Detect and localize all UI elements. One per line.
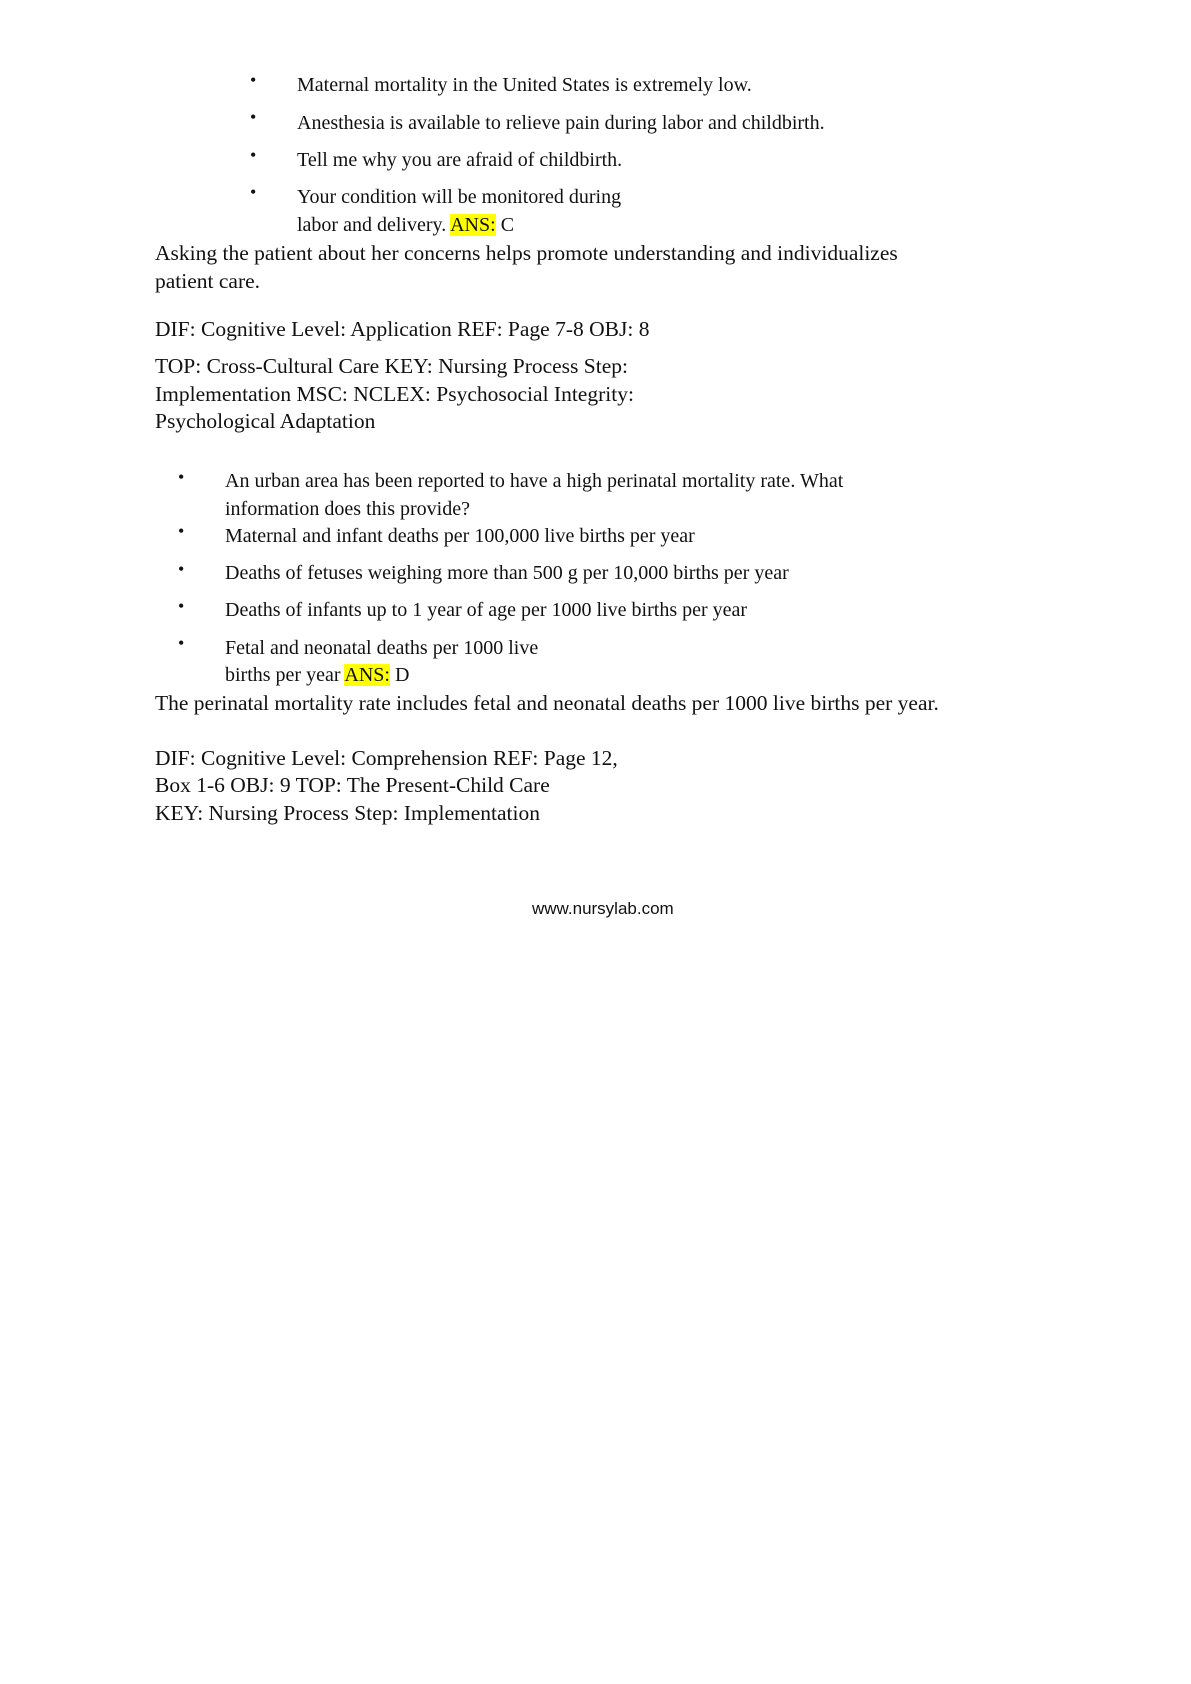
q2-rationale: The perinatal mortality rate includes fetal and neonatal deaths per 1000 live births per year. bbox=[155, 691, 939, 715]
q2-meta-line-2: Box 1-6 OBJ: 9 TOP: The Present-Child Care bbox=[155, 773, 550, 797]
q1-meta-line-1: TOP: Cross-Cultural Care KEY: Nursing Process Step: bbox=[155, 354, 628, 378]
q1-rationale-line-2: patient care. bbox=[155, 269, 261, 293]
q2-option-d-continued: births per year ANS: D bbox=[225, 664, 410, 686]
q1-option-b: Anesthesia is available to relieve pain during labor and childbirth. bbox=[297, 112, 825, 134]
q2-meta-line-3: KEY: Nursing Process Step: Implementation bbox=[155, 801, 540, 825]
q2-option-c: Deaths of infants up to 1 year of age per 1000 live births per year bbox=[225, 599, 748, 621]
answer-value: D bbox=[395, 664, 410, 686]
q1-dif-line: DIF: Cognitive Level: Application REF: Page 7-8 OBJ: 8 bbox=[155, 317, 650, 341]
q1-meta-line-2: Implementation MSC: NCLEX: Psychosocial Integrity: bbox=[155, 382, 634, 406]
q1-option-a: Maternal mortality in the United States is extremely low. bbox=[297, 74, 752, 96]
q1-option-d: Your condition will be monitored during bbox=[297, 186, 622, 208]
bullet: • bbox=[250, 182, 257, 202]
bullet: • bbox=[178, 596, 185, 616]
q2-stem-line-1: An urban area has been reported to have a high perinatal mortality rate. What bbox=[225, 470, 844, 492]
q1-option-c: Tell me why you are afraid of childbirth. bbox=[297, 149, 623, 171]
footer-website: www.nursylab.com bbox=[532, 899, 674, 918]
q2-meta-line-1: DIF: Cognitive Level: Comprehension REF: Page 12, bbox=[155, 746, 618, 770]
q1-rationale-line-1: Asking the patient about her concerns helps promote understanding and individualizes bbox=[155, 241, 898, 265]
answer-highlight: ANS: bbox=[344, 664, 390, 686]
bullet: • bbox=[178, 467, 185, 487]
answer-value: C bbox=[500, 214, 515, 236]
bullet: • bbox=[250, 70, 257, 90]
q2-option-a: Maternal and infant deaths per 100,000 live births per year bbox=[225, 525, 695, 547]
q2-option-b: Deaths of fetuses weighing more than 500 g per 10,000 births per year bbox=[225, 562, 789, 584]
bullet: • bbox=[178, 559, 185, 579]
q2-option-d: Fetal and neonatal deaths per 1000 live bbox=[225, 637, 539, 659]
bullet: • bbox=[250, 145, 257, 165]
q2-stem-line-2: information does this provide? bbox=[225, 498, 470, 520]
bullet: • bbox=[250, 107, 257, 127]
q1-option-d-continued: labor and delivery. ANS: C bbox=[297, 214, 515, 236]
bullet: • bbox=[178, 633, 185, 653]
q1-meta-line-3: Psychological Adaptation bbox=[155, 409, 376, 433]
bullet: • bbox=[178, 521, 185, 541]
answer-highlight: ANS: bbox=[450, 214, 496, 236]
